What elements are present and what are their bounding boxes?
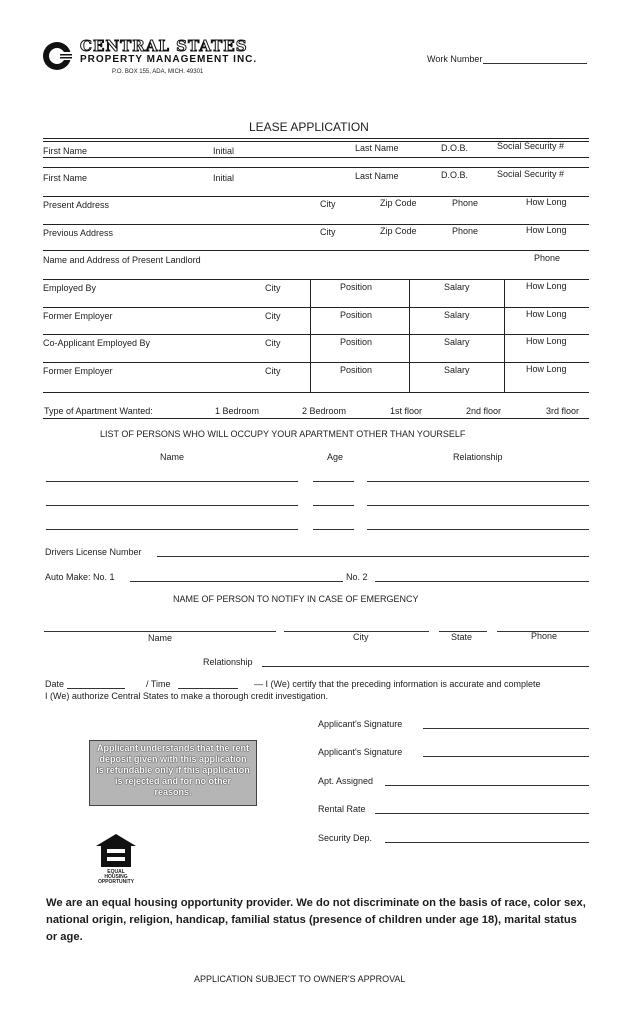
- present-zip-label: Zip Code: [380, 198, 417, 208]
- equal-opportunity-statement: We are an equal housing opportunity provider. We do not discriminate on the basis of race, color sex, national origin, religion, handicap, familial status (presence of children under age 18), marital status or age.: [46, 897, 586, 943]
- employed-by-field[interactable]: [43, 307, 589, 308]
- landlord-label: Name and Address of Present Landlord: [43, 255, 201, 265]
- page-title: LEASE APPLICATION: [249, 120, 369, 134]
- applicant-signature-1-field[interactable]: [423, 728, 589, 729]
- apartment-type-label: Type of Apartment Wanted:: [44, 406, 153, 416]
- coapplicant-salary-label: Salary: [444, 337, 470, 347]
- date-label: Date: [45, 679, 65, 689]
- applicant-signature-1-label: Applicant's Signature: [318, 719, 403, 729]
- former-city-label: City: [265, 311, 281, 321]
- initial-label: Initial: [213, 146, 235, 156]
- occupant-3-age-field[interactable]: [313, 529, 354, 530]
- applicant2-field[interactable]: [43, 167, 589, 168]
- emergency-city-label: City: [353, 632, 369, 642]
- emergency-phone-label: Phone: [531, 631, 558, 641]
- option-1-bedroom[interactable]: 1 Bedroom: [215, 406, 260, 416]
- applicant1-field[interactable]: [43, 157, 589, 158]
- drivers-license-field[interactable]: [157, 556, 589, 557]
- drivers-license-label: Drivers License Number: [45, 547, 142, 557]
- occupant-relationship-header: Relationship: [453, 452, 503, 462]
- former2-city-label: City: [265, 366, 281, 376]
- coapplicant-employed-field[interactable]: [43, 362, 589, 363]
- former2-salary-label: Salary: [444, 365, 470, 375]
- occupant-1-relationship-field[interactable]: [367, 481, 589, 482]
- top-rule: [43, 138, 589, 139]
- option-3rd-floor[interactable]: 3rd floor: [546, 406, 580, 416]
- former2-position-label: Position: [340, 365, 373, 375]
- apartment-type-rule: [43, 418, 589, 419]
- refund-notice: Applicant understands that the rent deposit given with this application is refundable only if this application is rejected and for no other reasons.: [89, 740, 257, 806]
- emergency-name-label: Name: [148, 633, 173, 643]
- emergency-heading: NAME OF PERSON TO NOTIFY IN CASE OF EMERGENCY: [173, 594, 419, 604]
- applicant-signature-2-field[interactable]: [423, 756, 589, 757]
- initial-label-2: Initial: [213, 173, 235, 183]
- occupant-2-name-field[interactable]: [46, 505, 298, 506]
- former-employer-label: Former Employer: [43, 311, 113, 321]
- employed-salary-label: Salary: [444, 282, 470, 292]
- apt-assigned-field[interactable]: [385, 785, 589, 786]
- auto-1-field[interactable]: [130, 581, 343, 582]
- rental-rate-label: Rental Rate: [318, 804, 366, 814]
- approval-footer: APPLICATION SUBJECT TO OWNER'S APPROVAL: [194, 974, 406, 984]
- rental-rate-field[interactable]: [375, 813, 589, 814]
- previous-how-long-label: How Long: [526, 225, 567, 235]
- previous-phone-label: Phone: [452, 226, 479, 236]
- first-name-label-2: First Name: [43, 173, 88, 183]
- former-employer-2-field[interactable]: [43, 392, 589, 393]
- time-label: / Time: [146, 679, 171, 689]
- occupant-2-age-field[interactable]: [313, 505, 354, 506]
- security-deposit-field[interactable]: [385, 842, 589, 843]
- coapplicant-city-label: City: [265, 338, 281, 348]
- former-employer-2-label: Former Employer: [43, 366, 113, 376]
- former-position-label: Position: [340, 310, 373, 320]
- ssn-label: Social Security #: [497, 141, 565, 151]
- emergency-state-label: State: [451, 632, 473, 642]
- occupants-heading: LIST OF PERSONS WHO WILL OCCUPY YOUR APARTMENT OTHER THAN YOURSELF: [100, 429, 466, 439]
- occupant-age-header: Age: [327, 452, 344, 462]
- certify-statement: — I (We) certify that the preceding information is accurate and complete: [254, 679, 541, 689]
- occupant-3-name-field[interactable]: [46, 529, 298, 530]
- equal-housing-icon: [94, 833, 138, 869]
- landlord-phone-label: Phone: [534, 253, 561, 263]
- occupant-name-header: Name: [160, 452, 185, 462]
- coapplicant-position-label: Position: [340, 337, 373, 347]
- auto-1-label: Auto Make: No. 1: [45, 572, 115, 582]
- last-name-label: Last Name: [355, 143, 399, 153]
- auto-2-field[interactable]: [375, 581, 589, 582]
- dob-label-2: D.O.B.: [441, 170, 469, 180]
- credit-authorization-statement: I (We) authorize Central States to make a thorough credit investigation.: [45, 691, 328, 701]
- apt-assigned-label: Apt. Assigned: [318, 776, 374, 786]
- occupant-1-name-field[interactable]: [46, 481, 298, 482]
- security-deposit-label: Security Dep.: [318, 833, 373, 843]
- auto-2-label: No. 2: [346, 572, 368, 582]
- previous-city-label: City: [320, 227, 336, 237]
- option-1st-floor[interactable]: 1st floor: [390, 406, 423, 416]
- applicant-signature-2-label: Applicant's Signature: [318, 747, 403, 757]
- equal-housing-caption: EQUAL HOUSING OPPORTUNITY: [97, 869, 135, 885]
- time-field[interactable]: [178, 688, 238, 689]
- coapplicant-how-long-label: How Long: [526, 336, 567, 346]
- company-name: CENTRAL STATES: [80, 37, 248, 55]
- present-how-long-label: How Long: [526, 197, 567, 207]
- emergency-relationship-field[interactable]: [262, 666, 589, 667]
- employed-city-label: City: [265, 283, 281, 293]
- company-address: P.O. BOX 155, ADA, MICH. 49301: [112, 69, 204, 75]
- company-logo-icon: [42, 41, 72, 71]
- last-name-label-2: Last Name: [355, 171, 399, 181]
- option-2-bedroom[interactable]: 2 Bedroom: [302, 406, 347, 416]
- work-number-field[interactable]: [483, 63, 587, 64]
- former-salary-label: Salary: [444, 310, 470, 320]
- present-city-label: City: [320, 199, 336, 209]
- emergency-relationship-label: Relationship: [203, 657, 253, 667]
- employed-how-long-label: How Long: [526, 281, 567, 291]
- company-subtitle: PROPERTY MANAGEMENT INC.: [80, 54, 258, 65]
- emergency-name-field[interactable]: [44, 631, 276, 632]
- occupant-2-relationship-field[interactable]: [367, 505, 589, 506]
- first-name-label: First Name: [43, 146, 88, 156]
- former-how-long-label: How Long: [526, 309, 567, 319]
- former-employer-field[interactable]: [43, 334, 589, 335]
- occupant-1-age-field[interactable]: [313, 481, 354, 482]
- option-2nd-floor[interactable]: 2nd floor: [466, 406, 502, 416]
- employed-position-label: Position: [340, 282, 373, 292]
- employed-by-label: Employed By: [43, 283, 97, 293]
- present-address-label: Present Address: [43, 200, 110, 210]
- coapplicant-employed-label: Co-Applicant Employed By: [43, 338, 151, 348]
- previous-address-field[interactable]: [43, 224, 589, 225]
- previous-address-label: Previous Address: [43, 228, 114, 238]
- dob-label: D.O.B.: [441, 143, 469, 153]
- employment-divider-2: [409, 279, 410, 393]
- ssn-label-2: Social Security #: [497, 169, 565, 179]
- employment-divider-1: [310, 279, 311, 393]
- employment-top-rule: [43, 279, 589, 280]
- former2-how-long-label: How Long: [526, 364, 567, 374]
- previous-zip-label: Zip Code: [380, 226, 417, 236]
- present-phone-label: Phone: [452, 198, 479, 208]
- present-address-field[interactable]: [43, 196, 589, 197]
- employment-divider-3: [504, 279, 505, 393]
- work-number-label: Work Number: [427, 54, 483, 64]
- landlord-field[interactable]: [43, 250, 589, 251]
- date-field[interactable]: [67, 688, 125, 689]
- occupant-3-relationship-field[interactable]: [367, 529, 589, 530]
